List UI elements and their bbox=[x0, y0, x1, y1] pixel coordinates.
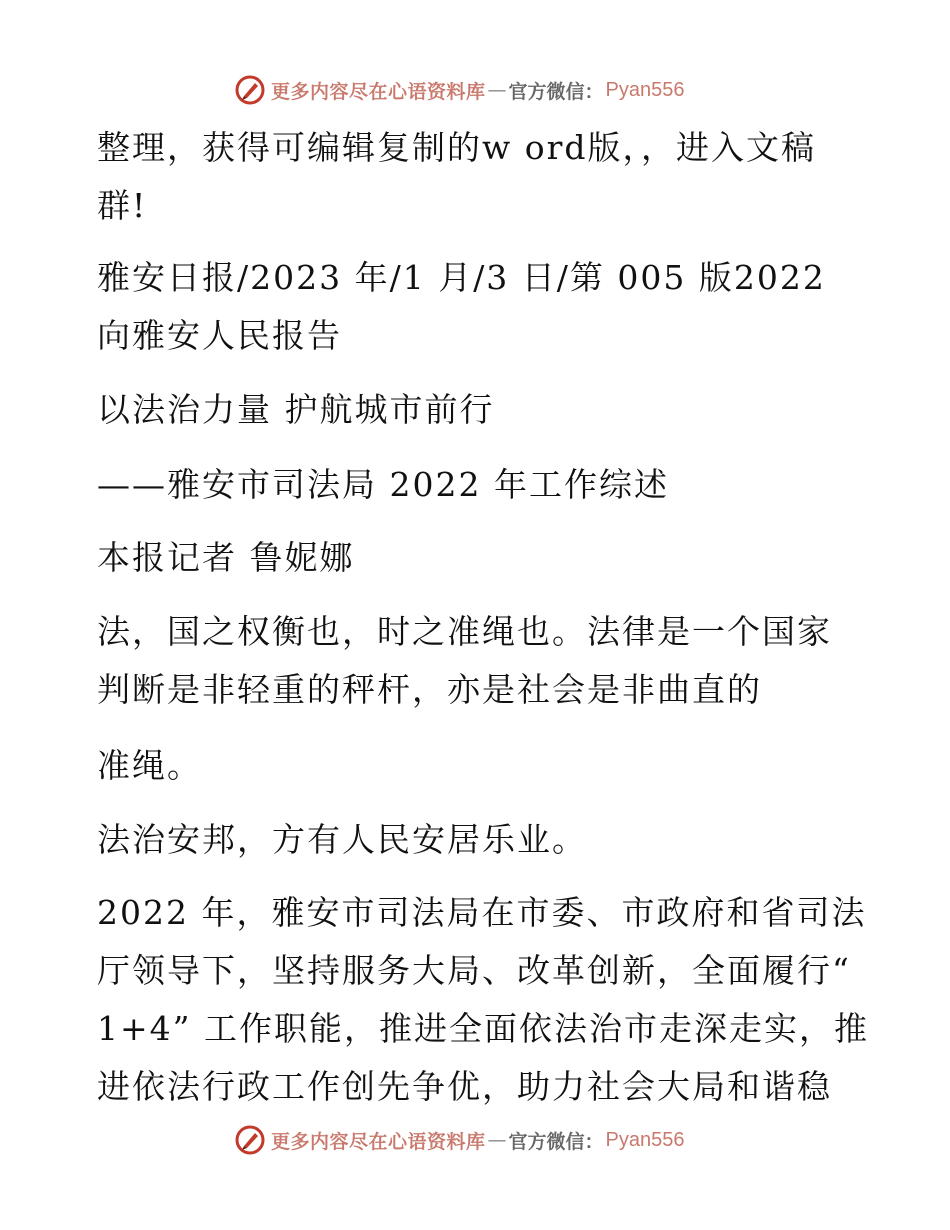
text-line: 法治安邦，方有人民安居乐业。 bbox=[97, 820, 587, 859]
text-line: ——雅安市司法局 2022 年工作综述 bbox=[97, 465, 669, 504]
text-line: 判断是非轻重的秤杆，亦是社会是非曲直的 bbox=[97, 670, 762, 709]
watermark-official: 官方微信： bbox=[508, 80, 604, 103]
page-header bbox=[0, 70, 950, 110]
watermark-id: Pyan556 bbox=[605, 78, 685, 101]
watermark-text: 更多内容尽在心语资料库 bbox=[271, 1130, 486, 1153]
text-line: 2022 年，雅安市司法局在市委、市政府和省司法 bbox=[97, 893, 867, 932]
footer-watermark bbox=[235, 1124, 685, 1156]
text-line: 本报记者 鲁妮娜 bbox=[97, 538, 355, 577]
watermark-text: 更多内容尽在心语资料库 bbox=[271, 80, 486, 103]
watermark-dash: — bbox=[487, 79, 507, 101]
text-line: 进依法行政工作创先争优，助力社会大局和谐稳 bbox=[97, 1067, 832, 1106]
text-line: 向雅安人民报告 bbox=[97, 316, 342, 355]
text-line: 厅领导下，坚持服务大局、改革创新，全面履行“ bbox=[97, 951, 851, 990]
text-line: 雅安日报/2023 年/1 月/3 日/第 005 版2022 bbox=[97, 258, 826, 297]
page-footer bbox=[0, 1120, 950, 1160]
text-line: 准绳。 bbox=[97, 746, 202, 785]
watermark-official: 官方微信： bbox=[508, 1130, 604, 1153]
pen-seal-icon bbox=[235, 75, 265, 105]
watermark-dash: — bbox=[487, 1129, 507, 1151]
header-watermark bbox=[235, 74, 685, 106]
watermark-id: Pyan556 bbox=[605, 1128, 685, 1151]
text-line: 1+4” 工作职能，推进全面依法治市走深走实，推 bbox=[97, 1009, 870, 1048]
pen-seal-icon bbox=[235, 1125, 265, 1155]
text-line: 整理，获得可编辑复制的w ord版，，进入文稿 bbox=[97, 128, 817, 167]
text-line: 以法治力量 护航城市前行 bbox=[97, 390, 495, 429]
text-line: 法，国之权衡也，时之准绳也。法律是一个国家 bbox=[97, 612, 832, 651]
text-line: 群! bbox=[97, 186, 148, 225]
